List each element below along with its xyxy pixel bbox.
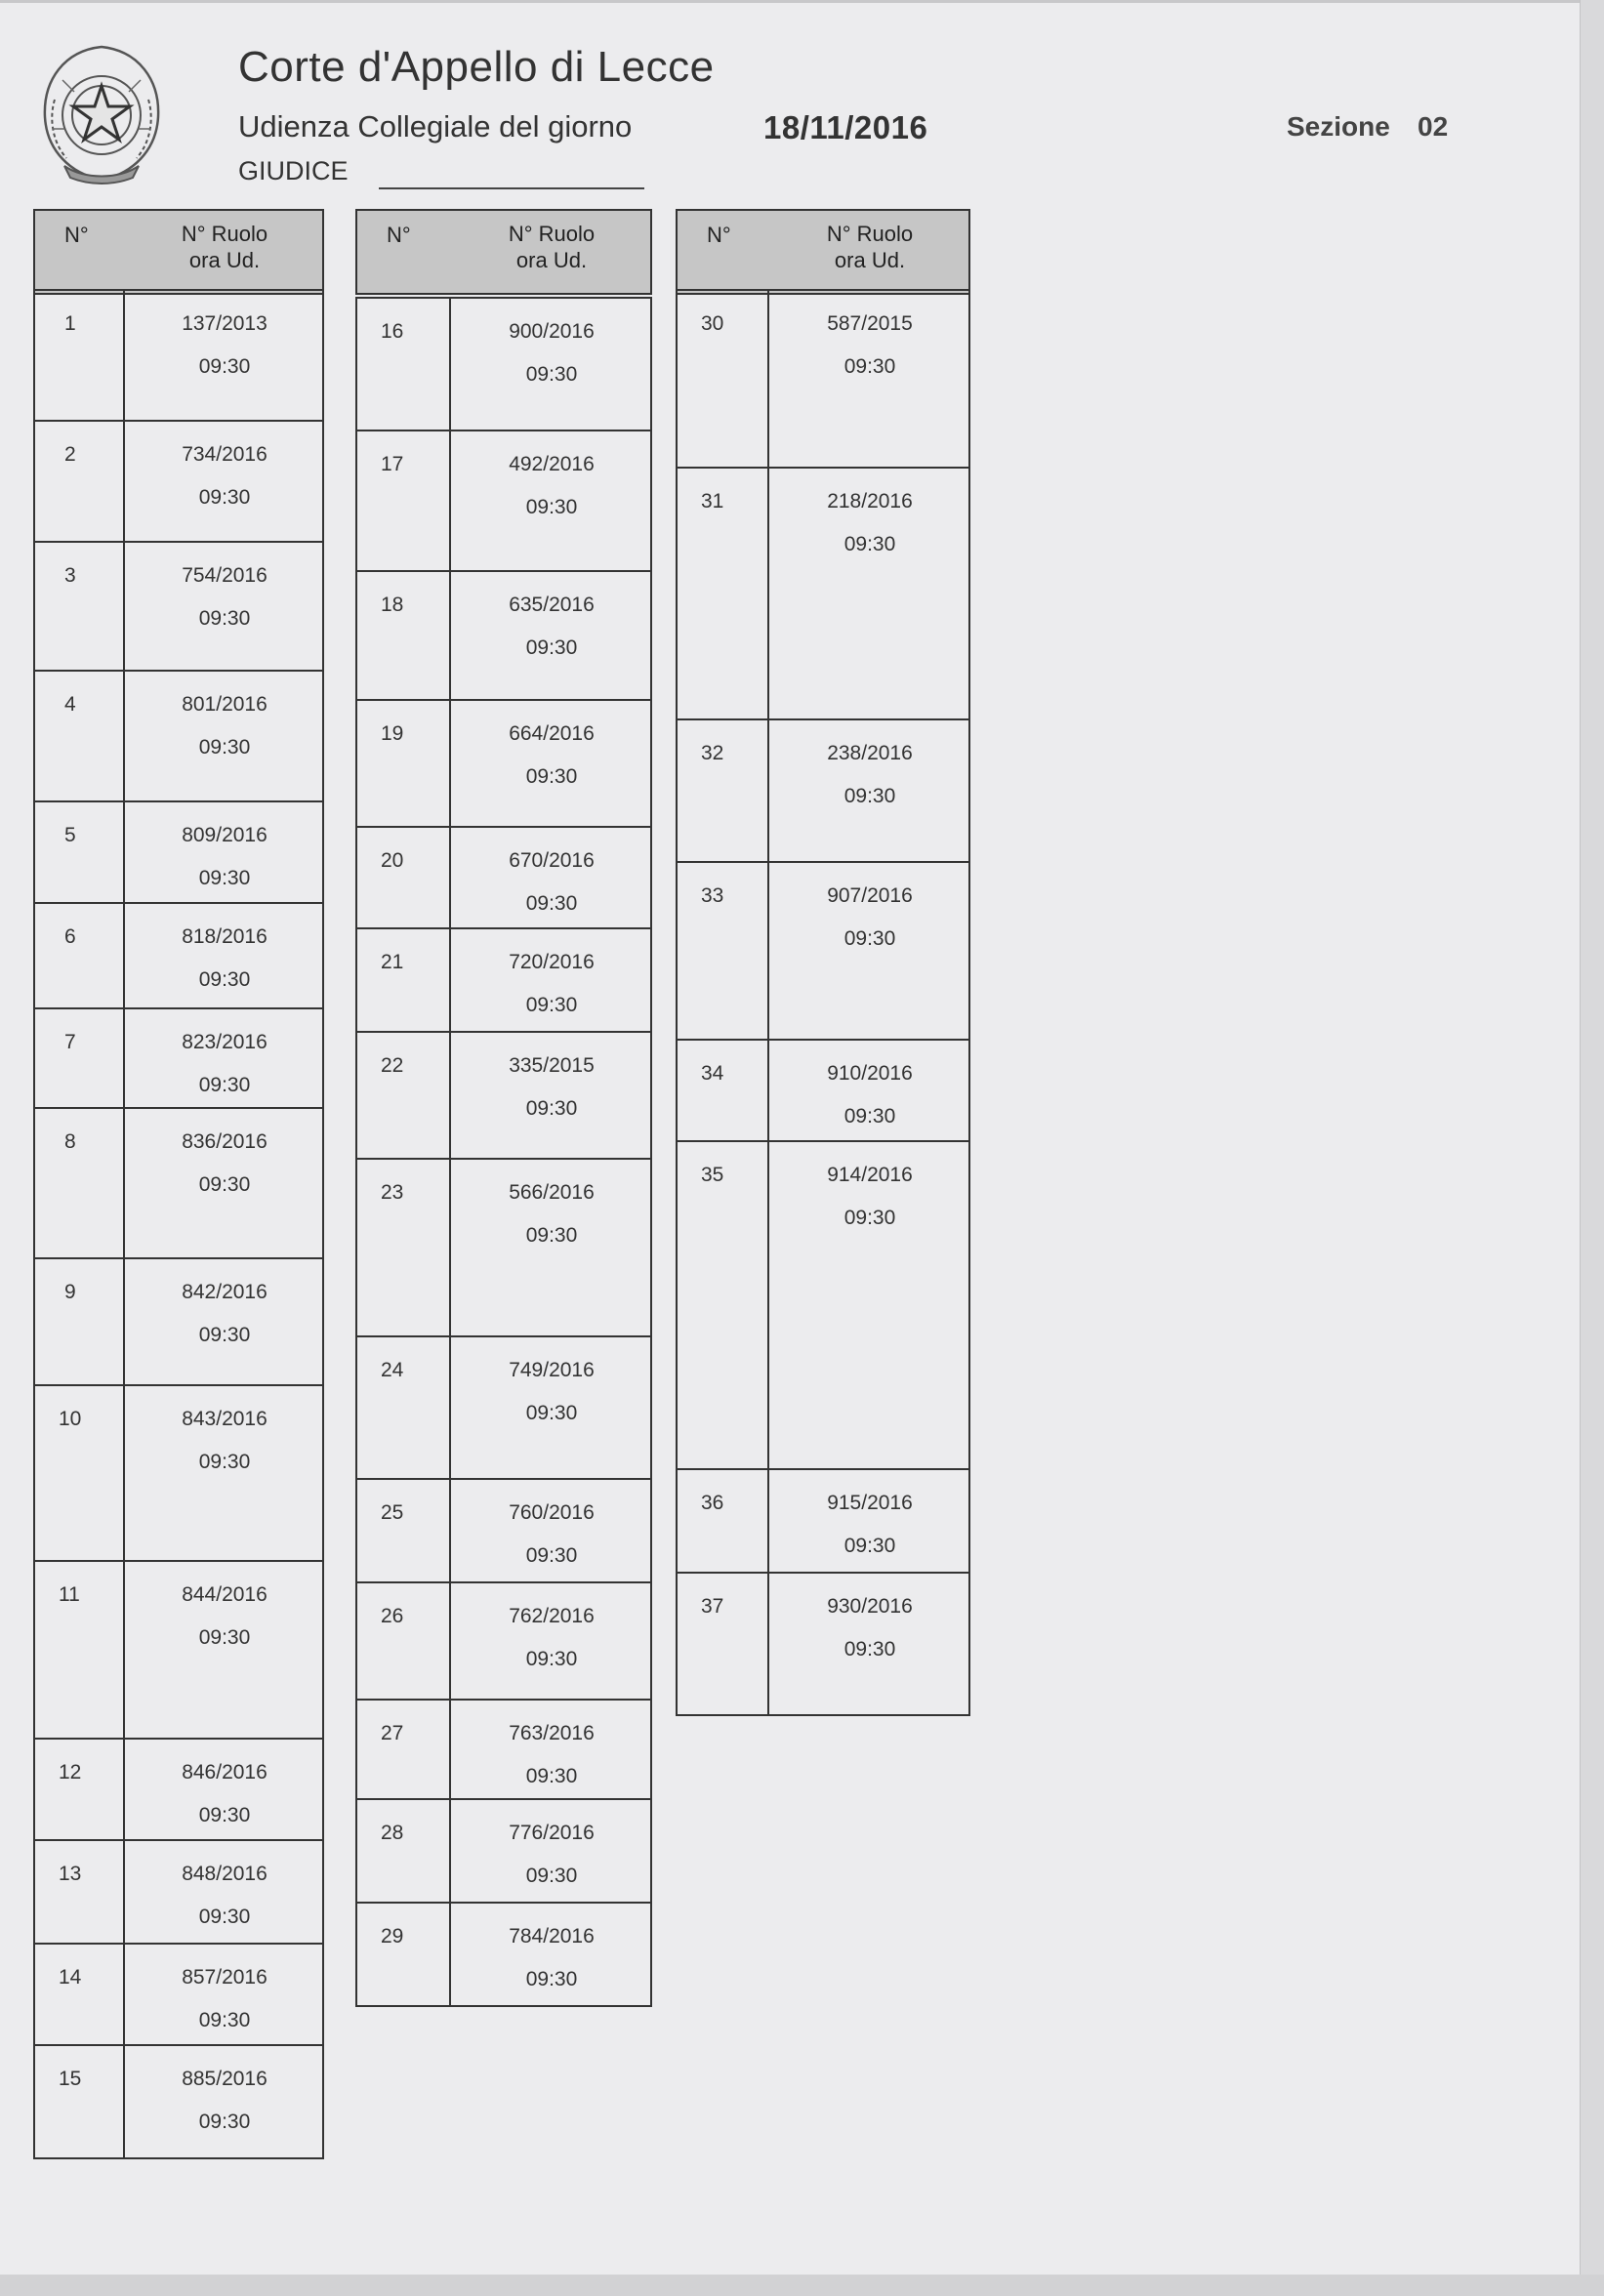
entry-hearing-time: 09:30 [843,927,896,950]
row-separator [449,1480,451,1581]
entry-number: 17 [381,453,404,475]
schedule-row [676,1468,970,1572]
schedule-row [355,1902,652,2005]
schedule-row [33,541,324,670]
schedule-row [33,1007,324,1107]
scan-edge-top [0,0,1604,3]
schedule-row [355,1699,652,1798]
header-ruolo-label [802,221,938,273]
entry-number: 26 [381,1605,404,1627]
row-separator [123,1009,125,1107]
entry-number: 4 [64,693,76,716]
entry-number: 13 [59,1863,82,1885]
schedule-row [355,699,652,826]
entry-number: 30 [701,312,724,335]
schedule-row [355,927,652,1031]
table-header [355,209,652,295]
entry-hearing-time: 09:30 [198,736,251,758]
entry-ruolo-number: 762/2016 [509,1605,595,1627]
schedule-column [355,297,652,2007]
entry-ruolo-number: 857/2016 [182,1966,267,1988]
header-number-label: N° [387,223,411,247]
column-bottom-border [33,2157,324,2159]
entry-number: 23 [381,1181,404,1204]
entry-ruolo-number: 914/2016 [827,1164,913,1186]
entry-ruolo-number: 720/2016 [509,951,595,973]
schedule-row [33,800,324,902]
row-separator [449,572,451,699]
entry-number: 28 [381,1822,404,1844]
row-separator [449,929,451,1031]
schedule-row [355,1335,652,1478]
schedule-row [33,420,324,541]
entry-ruolo-number: 776/2016 [509,1822,595,1844]
entry-ruolo-number: 760/2016 [509,1501,595,1524]
table-header [676,209,970,295]
entry-hearing-time: 09:30 [198,607,251,630]
row-separator [767,469,769,718]
entry-hearing-time: 09:30 [198,1451,251,1473]
entry-number: 32 [701,742,724,764]
schedule-row [676,861,970,1039]
header-ruolo-line2: ora Ud. [515,248,588,272]
schedule-row [33,1738,324,1839]
schedule-row [355,826,652,927]
header-number-label: N° [707,223,731,247]
row-separator [449,828,451,927]
schedule-row [355,1478,652,1581]
schedule-row [33,902,324,1007]
entry-ruolo-number: 664/2016 [509,722,595,745]
row-separator [123,291,125,420]
entry-hearing-time: 09:30 [198,867,251,889]
entry-ruolo-number: 809/2016 [182,824,267,846]
entry-ruolo-number: 915/2016 [827,1492,913,1514]
row-separator [449,1583,451,1699]
row-separator [123,1562,125,1738]
header-ruolo-line1: N° Ruolo [826,222,914,246]
entry-number: 8 [64,1130,76,1153]
row-separator [449,431,451,570]
row-separator [123,1740,125,1839]
entry-hearing-time: 09:30 [198,355,251,378]
entry-ruolo-number: 734/2016 [182,443,267,466]
header-ruolo-line1: N° Ruolo [181,222,268,246]
entry-ruolo-number: 818/2016 [182,925,267,948]
hearing-subtitle: Udienza Collegiale del giorno [238,109,633,144]
schedule-row [355,430,652,570]
entry-number: 3 [64,564,76,587]
entry-ruolo-number: 930/2016 [827,1595,913,1618]
entry-hearing-time: 09:30 [525,1968,578,1990]
schedule-row [33,1560,324,1738]
entry-hearing-time: 09:30 [525,1097,578,1120]
entry-number: 9 [64,1281,76,1303]
scan-edge-right [1580,0,1604,2296]
entry-ruolo-number: 823/2016 [182,1031,267,1053]
schedule-row [355,1581,652,1699]
row-separator [449,1701,451,1798]
row-separator [449,1337,451,1478]
judge-label: GIUDICE [238,156,349,185]
entry-ruolo-number: 836/2016 [182,1130,267,1153]
schedule-row [33,289,324,420]
schedule-row [33,670,324,800]
row-separator [123,672,125,800]
entry-ruolo-number: 784/2016 [509,1925,595,1948]
schedule-row [676,289,970,467]
entry-hearing-time: 09:30 [198,2111,251,2133]
entry-ruolo-number: 335/2015 [509,1054,595,1077]
entry-ruolo-number: 587/2015 [827,312,913,335]
header-ruolo-line2: ora Ud. [834,248,906,272]
entry-ruolo-number: 749/2016 [509,1359,595,1381]
entry-number: 31 [701,490,724,512]
schedule-row [676,1572,970,1714]
entry-number: 2 [64,443,76,466]
row-separator [449,1033,451,1158]
entry-number: 7 [64,1031,76,1053]
entry-number: 19 [381,722,404,745]
entry-number: 1 [64,312,76,335]
entry-hearing-time: 09:30 [843,785,896,807]
entry-number: 16 [381,320,404,343]
schedule-row [355,1031,652,1158]
entry-ruolo-number: 238/2016 [827,742,913,764]
entry-number: 22 [381,1054,404,1077]
entry-hearing-time: 09:30 [525,363,578,386]
schedule-row [33,1257,324,1384]
table-header [33,209,324,295]
entry-number: 5 [64,824,76,846]
entry-hearing-time: 09:30 [525,1544,578,1567]
entry-hearing-time: 09:30 [198,1173,251,1196]
schedule-row [33,2044,324,2157]
entry-number: 37 [701,1595,724,1618]
row-separator [449,1800,451,1902]
entry-hearing-time: 09:30 [198,1906,251,1928]
entry-hearing-time: 09:30 [525,1402,578,1424]
entry-number: 25 [381,1501,404,1524]
entry-hearing-time: 09:30 [843,1207,896,1229]
entry-number: 21 [381,951,404,973]
row-separator [123,1841,125,1943]
entry-number: 15 [59,2068,82,2090]
entry-ruolo-number: 907/2016 [827,884,913,907]
entry-ruolo-number: 670/2016 [509,849,595,872]
schedule-row [33,1384,324,1560]
header-ruolo-line2: ora Ud. [188,248,261,272]
entry-hearing-time: 09:30 [843,1638,896,1660]
entry-ruolo-number: 566/2016 [509,1181,595,1204]
row-separator [123,1259,125,1384]
scan-edge-bottom [0,2275,1604,2296]
entry-number: 20 [381,849,404,872]
entry-hearing-time: 09:30 [525,765,578,788]
schedule-row [33,1107,324,1257]
entry-number: 36 [701,1492,724,1514]
entry-hearing-time: 09:30 [843,1535,896,1557]
entry-number: 11 [59,1583,80,1606]
row-separator [123,1945,125,2044]
row-separator [123,543,125,670]
row-separator [767,1142,769,1468]
court-title: Corte d'Appello di Lecce [238,43,715,91]
section-value: 02 [1418,111,1449,142]
header-ruolo-line1: N° Ruolo [508,222,596,246]
entry-number: 6 [64,925,76,948]
entry-hearing-time: 09:30 [198,1626,251,1649]
entry-number: 27 [381,1722,404,1744]
entry-hearing-time: 09:30 [525,1765,578,1787]
header-ruolo-label [156,221,293,273]
entry-ruolo-number: 843/2016 [182,1408,267,1430]
entry-ruolo-number: 137/2013 [182,312,267,335]
entry-number: 35 [701,1164,724,1186]
entry-hearing-time: 09:30 [843,355,896,378]
entry-hearing-time: 09:30 [525,994,578,1016]
row-separator [123,1109,125,1257]
entry-ruolo-number: 635/2016 [509,594,595,616]
entry-ruolo-number: 801/2016 [182,693,267,716]
entry-hearing-time: 09:30 [525,1224,578,1247]
entry-ruolo-number: 846/2016 [182,1761,267,1784]
schedule-row [355,297,652,430]
row-separator [123,1386,125,1560]
republic-emblem-icon [35,41,168,187]
row-separator [123,802,125,902]
schedule-row [33,1943,324,2044]
entry-hearing-time: 09:30 [843,1105,896,1128]
column-bottom-border [355,2005,652,2007]
judge-signature-line [379,187,644,189]
row-separator [767,1470,769,1572]
entry-ruolo-number: 910/2016 [827,1062,913,1085]
entry-ruolo-number: 900/2016 [509,320,595,343]
schedule-row [355,1158,652,1335]
row-separator [767,720,769,861]
entry-ruolo-number: 492/2016 [509,453,595,475]
schedule-row [355,1798,652,1902]
entry-ruolo-number: 848/2016 [182,1863,267,1885]
row-separator [767,1574,769,1714]
entry-number: 24 [381,1359,404,1381]
row-separator [123,422,125,541]
row-separator [767,1041,769,1140]
entry-number: 12 [59,1761,82,1784]
schedule-row [676,1039,970,1140]
entry-hearing-time: 09:30 [198,486,251,509]
entry-hearing-time: 09:30 [198,1804,251,1826]
entry-ruolo-number: 885/2016 [182,2068,267,2090]
row-separator [449,701,451,826]
column-bottom-border [676,1714,970,1716]
entry-hearing-time: 09:30 [525,892,578,915]
entry-hearing-time: 09:30 [525,1865,578,1887]
entry-hearing-time: 09:30 [525,636,578,659]
entry-ruolo-number: 218/2016 [827,490,913,512]
schedule-column [33,289,324,2159]
schedule-row [676,1140,970,1468]
entry-hearing-time: 09:30 [525,1648,578,1670]
schedule-row [33,1839,324,1943]
schedule-row [676,718,970,861]
row-separator [449,1160,451,1335]
entry-number: 29 [381,1925,404,1948]
entry-ruolo-number: 763/2016 [509,1722,595,1744]
row-separator [767,863,769,1039]
entry-hearing-time: 09:30 [198,968,251,991]
hearing-date: 18/11/2016 [763,109,928,145]
entry-ruolo-number: 844/2016 [182,1583,267,1606]
row-separator [767,291,769,467]
section-label: Sezione [1287,111,1390,142]
entry-number: 34 [701,1062,724,1085]
schedule-row [676,467,970,718]
entry-hearing-time: 09:30 [198,1074,251,1096]
row-separator [123,2046,125,2157]
schedule-column [676,289,970,1716]
entry-hearing-time: 09:30 [525,496,578,518]
entry-hearing-time: 09:30 [198,2009,251,2031]
entry-ruolo-number: 842/2016 [182,1281,267,1303]
header-number-label: N° [64,223,89,247]
entry-ruolo-number: 754/2016 [182,564,267,587]
header-ruolo-label [483,221,620,273]
schedule-row [355,570,652,699]
entry-hearing-time: 09:30 [198,1324,251,1346]
entry-number: 14 [59,1966,82,1988]
entry-number: 33 [701,884,724,907]
entry-number: 18 [381,594,404,616]
entry-number: 10 [59,1408,82,1430]
entry-hearing-time: 09:30 [843,533,896,555]
row-separator [123,904,125,1007]
row-separator [449,299,451,430]
row-separator [449,1904,451,2005]
